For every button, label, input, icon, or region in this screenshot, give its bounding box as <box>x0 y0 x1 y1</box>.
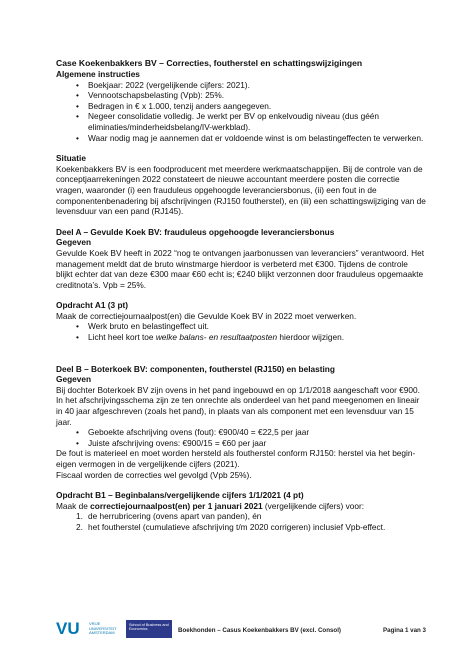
list-item: • Geboekte afschrijving ovens (fout): €900/40 = €22,5 per jaar <box>76 427 426 438</box>
item-text: hierdoor wijzigen. <box>277 332 344 343</box>
logo-school-box <box>126 620 172 638</box>
opdracht-a1-list <box>56 321 426 342</box>
list-item: • Juiste afschrijving ovens: €900/15 = €60 per jaar <box>76 438 426 449</box>
deel-b-subheading: Gegeven <box>56 374 92 385</box>
list-text: de herrubricering (ovens apart van panden), én <box>88 511 262 522</box>
situatie-heading: Situatie <box>56 153 86 164</box>
list-item: • Waar nodig mag je aannemen dat er voldoende winst is om belastingeffecten te verwerken. <box>76 133 426 144</box>
document-page <box>56 58 426 533</box>
deel-b-heading: Deel B – Boterkoek BV: componenten, foutherstel (RJ150) en belasting <box>56 363 335 374</box>
deel-a-heading: Deel A – Gevulde Koek BV: frauduleus opgehoogde leveranciersbonus <box>56 226 335 237</box>
footer-title: Boekhonden – Casus Koekenbakkers BV (excl. Consol) <box>178 627 341 634</box>
deel-b-list <box>56 427 426 448</box>
list-text: het foutherstel (cumulatieve afschrijving t/m 2020 corrigeren) inclusief Vpb-effect. <box>88 521 386 532</box>
deel-a-subheading: Gegeven <box>56 237 92 248</box>
page-number: Pagina 1 van 3 <box>383 627 426 634</box>
list-item: • Boekjaar: 2022 (vergelijkende cijfers: 2021). <box>76 80 426 91</box>
text-part: (vergelijkende cijfers) voor: <box>262 500 365 511</box>
vu-logo <box>56 618 174 640</box>
list-item <box>76 511 426 522</box>
list-item <box>76 522 426 533</box>
logo-subtext: VRIJE UNIVERSITEIT AMSTERDAM <box>89 621 117 636</box>
opdracht-b1-heading: Opdracht B1 – Beginbalans/vergelijkende cijfers 1/1/2021 (4 pt) <box>56 490 304 501</box>
item-emphasis: welke balans- en resultaatposten <box>155 332 278 343</box>
list-item: • Vennootschapsbelasting (Vpb): 25%. <box>76 90 426 101</box>
list-item <box>76 332 426 343</box>
opdracht-a1-heading: Opdracht A1 (3 pt) <box>56 300 129 311</box>
item-text: Licht heel kort toe <box>88 332 156 343</box>
page-footer <box>56 618 426 642</box>
opdracht-b1-list <box>56 511 426 532</box>
deel-b-text: Bij dochter Boterkoek BV zijn ovens in het pand ingebouwd en op 1/1/2018 aangeschaft voor €900. In het afschrijvingsschema zijn ze ten onrechte als onderdeel van het pand meegenomen en lineair in 40 jaar afgeschreven (zoals het pand), in plaats van als component met een levensduur van 15 jaar. <box>56 384 420 427</box>
text-part: Maak de <box>56 500 91 511</box>
general-heading: Algemene instructies <box>56 69 140 79</box>
general-list <box>56 80 426 144</box>
document-title: Case Koekenbakkers BV – Correcties, foutherstel en schattingswijzigingen <box>56 58 363 68</box>
deel-b-text: Fiscaal worden de correcties wel gevolgd (Vpb 25%). <box>56 469 252 480</box>
list-item: • Werk bruto en belastingeffect uit. <box>76 321 426 332</box>
list-number: 2. <box>76 521 83 532</box>
list-item: • Bedragen in € x 1.000, tenzij anders aangegeven. <box>76 101 426 112</box>
text-emphasis: correctiejournaalpost(en) per 1 januari 2021 <box>90 500 263 511</box>
list-number: 1. <box>76 511 83 522</box>
list-item: • Negeer consolidatie volledig. Je werkt per BV op enkelvoudig niveau (dus géén eliminaties/minderheidsbelang/IV-werkblad). <box>76 111 426 132</box>
deel-a-text: Gevulde Koek BV heeft in 2022 “nog te ontvangen jaarbonussen van leveranciers” verantwoord. Het management meldt dat de bruto winstmarge hierdoor is verbeterd met €300. Tijdens de controle blijkt echter dat van deze €300 maar €60 echt is; €240 blijkt verzonnen door frauduleus opgemaakte creditnota’s. Vpb = 25%. <box>56 247 425 290</box>
logo-wordmark: VU <box>56 619 80 638</box>
situatie-text: Koekenbakkers BV is een foodproducent met meerdere werkmaatschappijen. Bij de controle van de conceptjaarrekeningen 2022 constateert de nieuwe accountant meerdere posten die correctie vragen, waaronder (i) een frauduleus opgehoogde leveranciersbonus, (ii) een fout in de componentenbenadering bij afschrijvingen (RJ150 foutherstel), en (iii) een schattingswijziging van de levensduur van een pand (RJ145). <box>56 163 426 217</box>
deel-b-text: De fout is materieel en moet worden hersteld als foutherstel conform RJ150: herstel via het begin-eigen vermogen in de vergelijkende cijfers (2021). <box>56 448 416 469</box>
opdracht-b1-text <box>56 501 426 512</box>
logo-school-text: School of Business and Economics <box>129 623 169 632</box>
opdracht-a1-text: Maak de correctiejournaalpost(en) die Gevulde Koek BV in 2022 moet verwerken. <box>56 310 357 321</box>
